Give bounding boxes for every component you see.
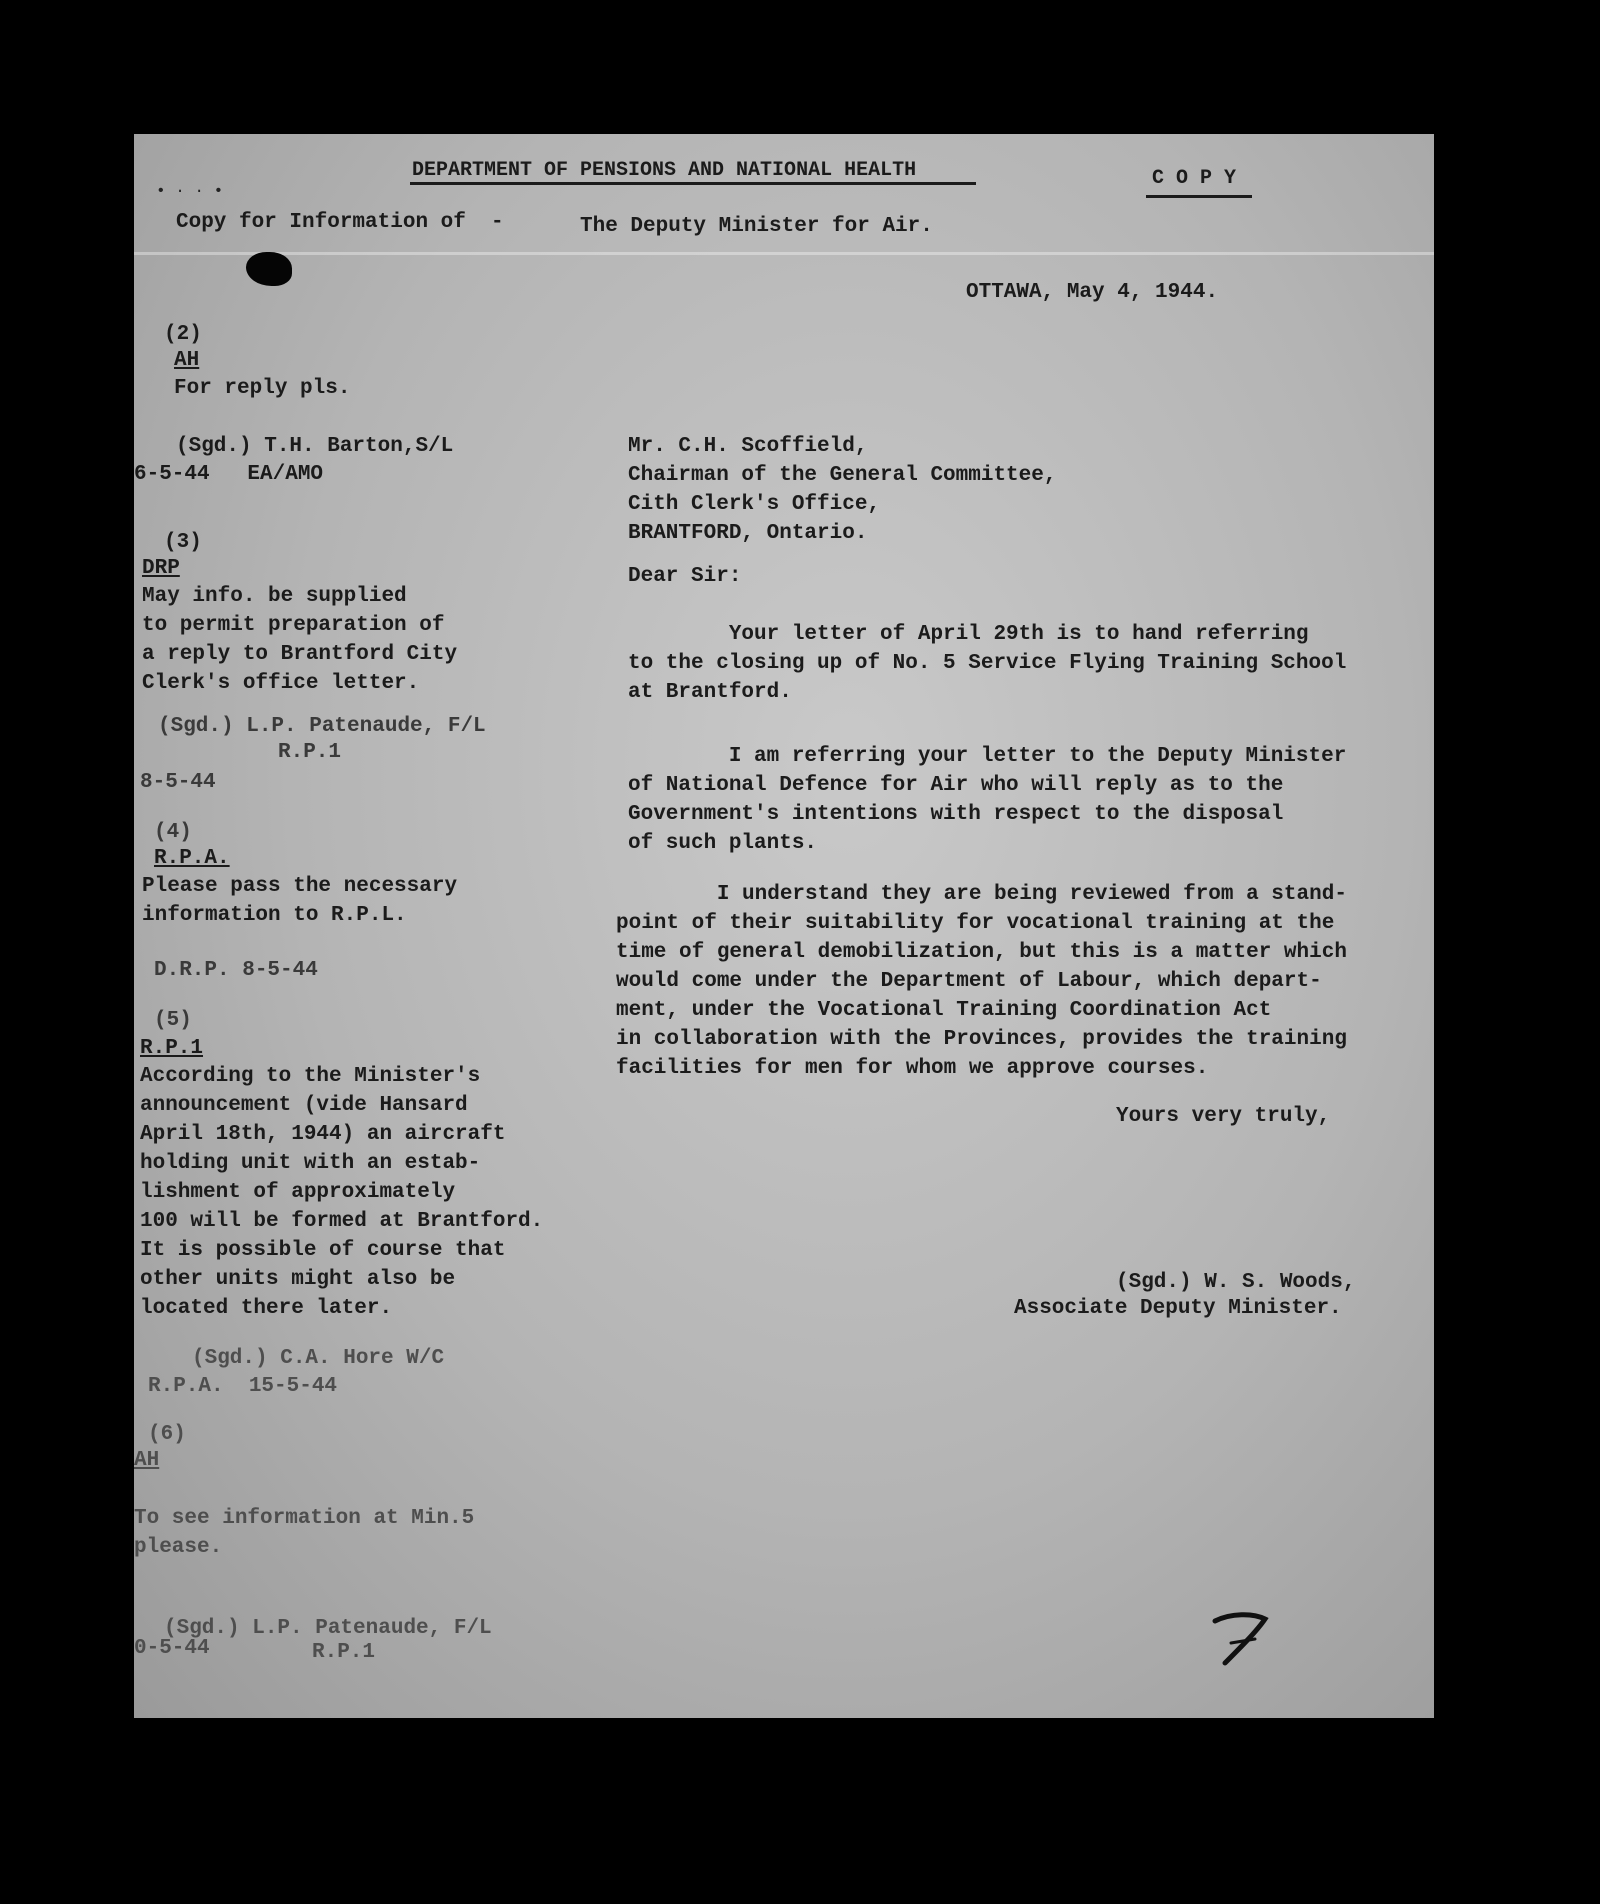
department-heading: DEPARTMENT OF PENSIONS AND NATIONAL HEALTH: [412, 159, 917, 182]
minute-5-signed: (Sgd.) C.A. Hore W/C: [192, 1347, 445, 1370]
copy-underline: [1146, 195, 1252, 198]
minute-5-number: (5): [154, 1009, 192, 1032]
minute-2-text: For reply pls.: [174, 377, 351, 400]
date-line: OTTAWA, May 4, 1944.: [966, 281, 1219, 304]
minute-4-to: R.P.A.: [154, 847, 230, 870]
page-number-text: 2: [1209, 1609, 1210, 1610]
minute-6-text: To see information at Min.5 please.: [134, 1507, 475, 1559]
copy-for-recipient: The Deputy Minister for Air.: [580, 215, 933, 238]
minute-2-to: AH: [174, 349, 200, 372]
minute-5-text: According to the Minister's announcement (vide Hansard April 18th, 1944) an aircraft holding unit with an estab- lishment of approximately 100 will be formed at Brantford. It is possible of course that other units might also be located there later.: [140, 1065, 544, 1320]
heading-underline: [410, 182, 976, 185]
minute-6-number: (6): [148, 1423, 186, 1446]
letter-paragraph-3: I understand they are being reviewed from a stand- point of their suitability for vocational training at the time of general demobilization, but this is a matter which would come under the Department of Labour, which depart- ment, under the Vocational Training Coordination Act in collaboration with the Provinces, provides the training facilities for men for whom we approve courses.: [616, 883, 1347, 1080]
letter-salutation: Dear Sir:: [628, 565, 742, 588]
minute-4-text: Please pass the necessary information to R.P.L.: [142, 875, 458, 927]
minute-2-date: 6-5-44 EA/AMO: [134, 463, 324, 486]
page-number-mark: [1209, 1609, 1279, 1669]
letter-paragraph-2: I am referring your letter to the Deputy Minister of National Defence for Air who will reply as to the Government's intentions with respect to the disposal of such plants.: [628, 745, 1347, 855]
minute-6-rank: R.P.1: [312, 1641, 376, 1664]
minute-4-number: (4): [154, 821, 192, 844]
copy-stamp: C O P Y: [1152, 167, 1237, 190]
minute-5-date: R.P.A. 15-5-44: [148, 1375, 338, 1398]
letter-signature: (Sgd.) W. S. Woods,: [1116, 1271, 1356, 1294]
minute-3-to: DRP: [142, 557, 180, 580]
minute-3-number: (3): [164, 531, 202, 554]
minute-6-date: 0-5-44: [134, 1637, 210, 1660]
letter-signer-title: Associate Deputy Minister.: [1014, 1297, 1342, 1320]
ink-blot: [246, 252, 292, 286]
punch-marks: • · · •: [156, 182, 224, 200]
fold-line: [134, 252, 1434, 255]
document-page: [134, 134, 1434, 1718]
letter-addressee: Mr. C.H. Scoffield, Chairman of the General Committee, Cith Clerk's Office, BRANTFORD, Ontario.: [628, 435, 1057, 545]
minute-6-to: AH: [134, 1449, 160, 1472]
minute-5-to: R.P.1: [140, 1037, 204, 1060]
minute-2-number: (2): [164, 323, 202, 346]
minute-2-signed: (Sgd.) T.H. Barton,S/L: [176, 435, 454, 458]
page-number-handwritten: [1209, 1609, 1279, 1674]
minute-3-text: May info. be supplied to permit preparation of a reply to Brantford City Clerk's office letter.: [142, 585, 458, 695]
minute-3-date: 8-5-44: [140, 771, 216, 794]
letter-closing: Yours very truly,: [1116, 1105, 1331, 1128]
minute-3-signed: (Sgd.) L.P. Patenaude, F/L: [158, 715, 486, 738]
minute-4-signed: D.R.P. 8-5-44: [154, 959, 318, 982]
minute-6-signed: (Sgd.) L.P. Patenaude, F/L: [164, 1617, 492, 1640]
copy-for-label: Copy for Information of -: [176, 211, 504, 234]
letter-paragraph-1: Your letter of April 29th is to hand referring to the closing up of No. 5 Service Flying Training School at Brantford.: [628, 623, 1347, 704]
minute-3-rank: R.P.1: [278, 741, 342, 764]
